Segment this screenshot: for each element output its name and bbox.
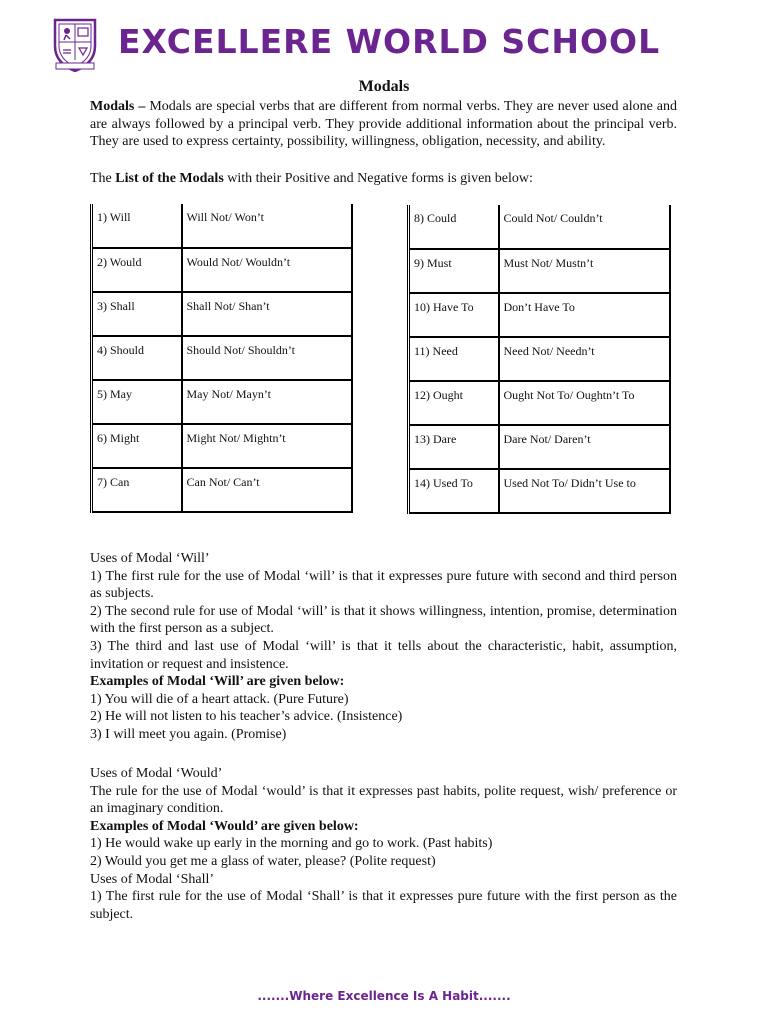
will-example: 3) I will meet you again. (Promise): [90, 726, 287, 742]
modal-negative: Would Not/ Wouldn’t: [182, 248, 352, 292]
modal-positive: 13) Dare: [409, 425, 499, 469]
modal-negative: Need Not/ Needn’t: [499, 337, 670, 381]
would-section: [90, 765, 677, 923]
modal-positive: 7) Can: [92, 468, 182, 512]
modals-table-right: [407, 205, 671, 514]
modal-negative: Don’t Have To: [499, 293, 670, 337]
modal-negative: Must Not/ Mustn’t: [499, 249, 670, 293]
modal-positive: 12) Ought: [409, 381, 499, 425]
will-section: [90, 550, 677, 744]
modal-negative: Can Not/ Can’t: [182, 468, 352, 512]
will-example: 2) He will not listen to his teacher’s advice. (Insistence): [90, 709, 403, 725]
table-row: [92, 424, 352, 468]
modal-positive: 4) Should: [92, 336, 182, 380]
school-crest-icon: [50, 16, 100, 72]
list-intro-line: The List of the Modals with their Positive and Negative forms is given below:: [90, 171, 533, 186]
will-rule: 2) The second rule for use of Modal ‘will’ is that it shows willingness, intention, promise, determination with the first person as a subject.: [90, 603, 677, 637]
table-row: [92, 380, 352, 424]
modals-table-left: [90, 204, 353, 513]
modal-negative: Should Not/ Shouldn’t: [182, 336, 352, 380]
table-row: [92, 204, 352, 248]
modal-positive: 11) Need: [409, 337, 499, 381]
modal-negative: Shall Not/ Shan’t: [182, 292, 352, 336]
modal-negative: Could Not/ Couldn’t: [499, 205, 670, 249]
modal-positive: 14) Used To: [409, 469, 499, 513]
would-example: 1) He would wake up early in the morning and go to work. (Past habits): [90, 836, 493, 852]
will-rule: 3) The third and last use of Modal ‘will’ is that it tells about the characteristic, habit, assumption, invitation or request and insistence.: [90, 638, 677, 672]
table-row: [409, 425, 670, 469]
table-row: [409, 293, 670, 337]
table-row: [409, 249, 670, 293]
shall-heading: Uses of Modal ‘Shall’: [90, 871, 215, 887]
table-row: [409, 381, 670, 425]
table-row: [92, 248, 352, 292]
modal-negative: Might Not/ Mightn’t: [182, 424, 352, 468]
modal-negative: Used Not To/ Didn’t Use to: [499, 469, 670, 513]
page-header: [50, 14, 720, 74]
will-heading: Uses of Modal ‘Will’: [90, 551, 210, 566]
modal-positive: 2) Would: [92, 248, 182, 292]
school-name: EXCELLERE WORLD SCHOOL: [118, 22, 661, 61]
will-example: 1) You will die of a heart attack. (Pure Future): [90, 691, 349, 707]
modal-positive: 3) Shall: [92, 292, 182, 336]
table-row: [409, 337, 670, 381]
modal-positive: 10) Have To: [409, 293, 499, 337]
footer-tagline: .......Where Excellence Is A Habit.......: [257, 989, 511, 1003]
table-row: [409, 205, 670, 249]
modal-negative: May Not/ Mayn’t: [182, 380, 352, 424]
intro-term: Modals –: [90, 99, 146, 114]
page-title: Modals: [358, 78, 410, 95]
modal-negative: Ought Not To/ Oughtn’t To: [499, 381, 670, 425]
modal-negative: Will Not/ Won’t: [182, 204, 352, 248]
modal-positive: 1) Will: [92, 204, 182, 248]
would-heading: Uses of Modal ‘Would’: [90, 766, 223, 781]
shall-rule: 1) The first rule for the use of Modal ‘Shall’ is that it expresses pure future with the first person as the subject.: [90, 889, 677, 922]
will-examples-heading: Examples of Modal ‘Will’ are given below:: [90, 674, 345, 690]
intro-definition: Modals are special verbs that are different from normal verbs. They are never used alone and are always followed by a principal verb. They provide additional information about the principal verb. They are used to express certainty, possibility, willingness, obligation, necessity, and ability.: [90, 99, 677, 150]
modal-positive: 8) Could: [409, 205, 499, 249]
would-example: 2) Would you get me a glass of water, please? (Polite request): [90, 853, 436, 869]
modal-positive: 9) Must: [409, 249, 499, 293]
modal-positive: 5) May: [92, 380, 182, 424]
table-row: [92, 336, 352, 380]
table-row: [92, 292, 352, 336]
list-intro-bold: List of the Modals: [115, 171, 224, 186]
would-examples-heading: Examples of Modal ‘Would’ are given below:: [90, 818, 359, 834]
intro-paragraph: [90, 98, 677, 151]
modal-positive: 6) Might: [92, 424, 182, 468]
modal-negative: Dare Not/ Daren’t: [499, 425, 670, 469]
table-row: [92, 468, 352, 512]
would-rule: The rule for the use of Modal ‘would’ is that it expresses past habits, polite request, wish/ preference or an imaginary condition.: [90, 783, 677, 817]
table-row: [409, 469, 670, 513]
will-rule: 1) The first rule for the use of Modal ‘will’ is that it expresses pure future with second and third person as subjects.: [90, 568, 677, 602]
